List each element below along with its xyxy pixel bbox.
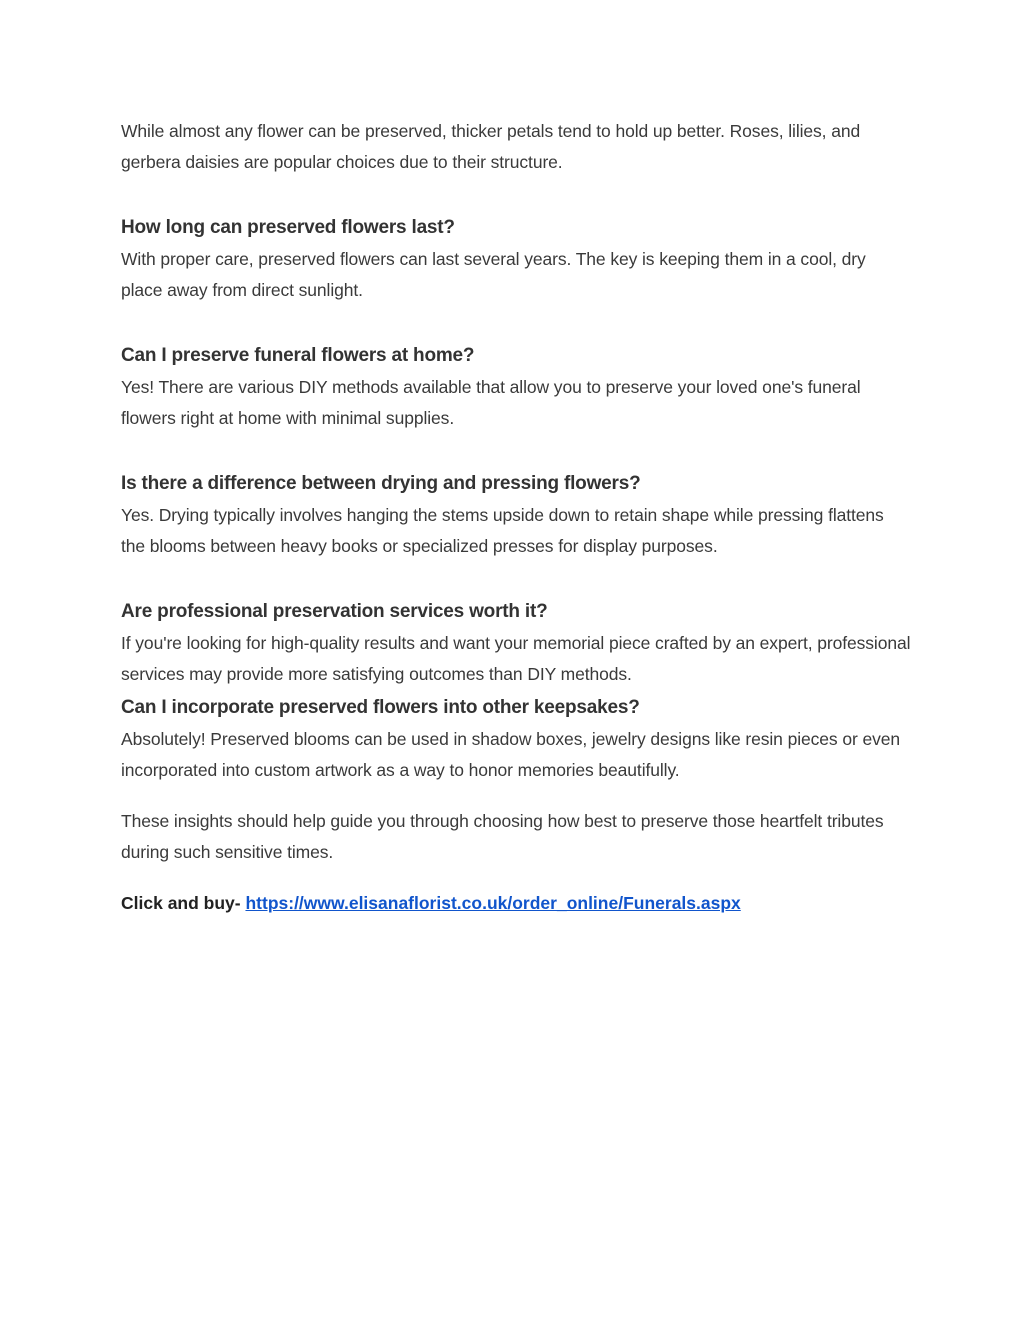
faq-answer: With proper care, preserved flowers can last several years. The key is keeping them in a cool, dry place away from direct sunlight. xyxy=(121,249,866,300)
order-link[interactable]: https://www.elisanaflorist.co.uk/order_online/Funerals.aspx xyxy=(245,893,741,913)
faq-question: How long can preserved flowers last? xyxy=(121,217,455,238)
call-to-action xyxy=(121,888,911,919)
cta-label: Click and buy- xyxy=(121,893,246,913)
document-page xyxy=(121,116,911,919)
faq-item xyxy=(121,468,911,562)
faq-answer: Yes. Drying typically involves hanging the stems upside down to retain shape while pressing flattens the blooms between heavy books or specialized presses for display purposes. xyxy=(121,505,884,556)
faq-item xyxy=(121,212,911,306)
faq-answer: Yes! There are various DIY methods available that allow you to preserve your loved one's funeral flowers right at home with minimal supplies. xyxy=(121,377,861,428)
faq-question: Can I preserve funeral flowers at home? xyxy=(121,345,475,366)
faq-answer: If you're looking for high-quality results and want your memorial piece crafted by an expert, professional services may provide more satisfying outcomes than DIY methods. xyxy=(121,633,911,684)
intro-paragraph: While almost any flower can be preserved, thicker petals tend to hold up better. Roses, lilies, and gerbera daisies are popular choices due to their structure. xyxy=(121,121,861,172)
faq-item xyxy=(121,692,911,786)
faq-item xyxy=(121,596,911,690)
faq-answer: Absolutely! Preserved blooms can be used in shadow boxes, jewelry designs like resin pieces or even incorporated into custom artwork as a way to honor memories beautifully. xyxy=(121,729,900,780)
faq-item xyxy=(121,340,911,434)
closing-paragraph: These insights should help guide you through choosing how best to preserve those heartfelt tributes during such sensitive times. xyxy=(121,811,884,862)
faq-question: Are professional preservation services worth it? xyxy=(121,601,548,622)
faq-question: Is there a difference between drying and pressing flowers? xyxy=(121,473,641,494)
faq-question: Can I incorporate preserved flowers into other keepsakes? xyxy=(121,697,640,718)
